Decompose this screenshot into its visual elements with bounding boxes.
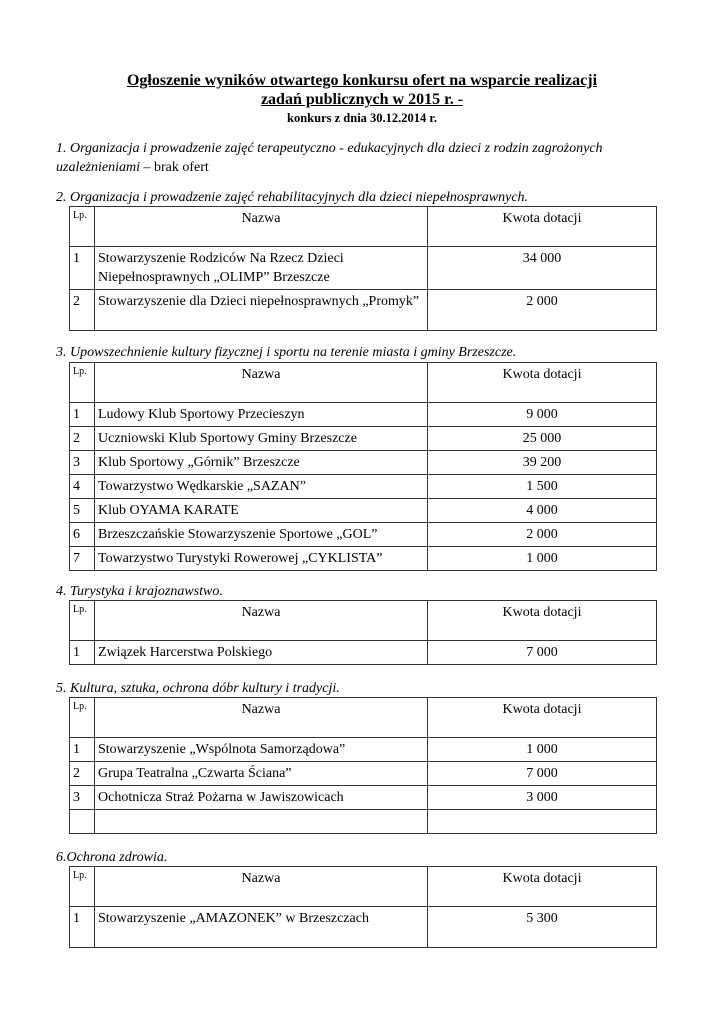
- row-amount: 39 200: [428, 451, 657, 475]
- table-header-row: [70, 601, 657, 641]
- row-name: Stowarzyszenie dla Dzieci niepełnosprawnych „Promyk”: [95, 290, 428, 331]
- section-1-heading: [56, 139, 676, 177]
- table-header-row: [70, 867, 657, 907]
- row-lp: 5: [70, 499, 95, 523]
- header-name: Nazwa: [95, 207, 428, 247]
- row-lp: 1: [70, 907, 95, 948]
- row-name: Stowarzyszenie „AMAZONEK” w Brzeszczach: [95, 907, 428, 948]
- row-lp: 7: [70, 547, 95, 571]
- row-amount: 1 000: [428, 738, 657, 762]
- table-section-5: [69, 697, 657, 834]
- table-header-row: [70, 207, 657, 247]
- section-3-heading: 3. Upowszechnienie kultury fizycznej i sportu na terenie miasta i gminy Brzeszcze.: [56, 345, 517, 360]
- table-row: [70, 786, 657, 810]
- subtitle: konkurs z dnia 30.12.2014 r.: [287, 111, 437, 125]
- table-row: [70, 523, 657, 547]
- row-amount: 2 000: [428, 523, 657, 547]
- row-lp: 2: [70, 427, 95, 451]
- row-name: Brzeszczańskie Stowarzyszenie Sportowe „GOL”: [95, 523, 428, 547]
- row-name: Związek Harcerstwa Polskiego: [95, 641, 428, 665]
- row-lp: 6: [70, 523, 95, 547]
- row-lp: 1: [70, 641, 95, 665]
- table-header-row: [70, 363, 657, 403]
- header-amount: Kwota dotacji: [428, 867, 657, 907]
- header-amount: Kwota dotacji: [428, 698, 657, 738]
- table-row: [70, 403, 657, 427]
- row-lp: 2: [70, 762, 95, 786]
- header-lp: Lp.: [70, 867, 95, 907]
- row-amount: 25 000: [428, 427, 657, 451]
- section-4-heading: 4. Turystyka i krajoznawstwo.: [56, 584, 223, 599]
- section-2-heading: 2. Organizacja i prowadzenie zajęć rehabilitacyjnych dla dzieci niepełnosprawnych.: [56, 190, 529, 205]
- table-section-4: [69, 600, 657, 665]
- header-amount: Kwota dotacji: [428, 207, 657, 247]
- header-lp: Lp.: [70, 207, 95, 247]
- section-6-heading: 6.Ochrona zdrowia.: [56, 850, 168, 865]
- row-amount: [428, 810, 657, 834]
- row-name: Stowarzyszenie „Wspólnota Samorządowa”: [95, 738, 428, 762]
- section-note: – brak ofert: [140, 160, 209, 175]
- table-section-3: [69, 362, 657, 571]
- row-lp: 4: [70, 475, 95, 499]
- row-amount: 1 000: [428, 547, 657, 571]
- table-row: [70, 247, 657, 290]
- header-name: Nazwa: [95, 601, 428, 641]
- table-row: [70, 290, 657, 331]
- header-lp: Lp.: [70, 363, 95, 403]
- section-5-heading: 5. Kultura, sztuka, ochrona dóbr kultury i tradycji.: [56, 681, 340, 696]
- row-name: Ludowy Klub Sportowy Przecieszyn: [95, 403, 428, 427]
- row-amount: 5 300: [428, 907, 657, 948]
- table-row: [70, 451, 657, 475]
- row-amount: 2 000: [428, 290, 657, 331]
- row-name: Towarzystwo Wędkarskie „SAZAN”: [95, 475, 428, 499]
- table-row: [70, 547, 657, 571]
- row-name: Klub OYAMA KARATE: [95, 499, 428, 523]
- table-row: [70, 762, 657, 786]
- row-name: Klub Sportowy „Górnik” Brzeszcze: [95, 451, 428, 475]
- row-lp: [70, 810, 95, 834]
- table-row: [70, 427, 657, 451]
- header-name: Nazwa: [95, 698, 428, 738]
- row-name: [95, 810, 428, 834]
- row-lp: 1: [70, 247, 95, 290]
- row-name: Towarzystwo Turystyki Rowerowej „CYKLISTA”: [95, 547, 428, 571]
- table-section-6: [69, 866, 657, 948]
- table-row: [70, 475, 657, 499]
- table-row: [70, 810, 657, 834]
- header-lp: Lp.: [70, 601, 95, 641]
- row-name: Ochotnicza Straż Pożarna w Jawiszowicach: [95, 786, 428, 810]
- table-row: [70, 641, 657, 665]
- row-amount: 7 000: [428, 762, 657, 786]
- row-name: Grupa Teatralna „Czwarta Ściana”: [95, 762, 428, 786]
- table-header-row: [70, 698, 657, 738]
- table-section-2: [69, 206, 657, 331]
- header-name: Nazwa: [95, 363, 428, 403]
- header-lp: Lp.: [70, 698, 95, 738]
- header-amount: Kwota dotacji: [428, 363, 657, 403]
- section-title: 1. Organizacja i prowadzenie zajęć terapeutyczno - edukacyjnych dla dzieci z rodzin zagrożonych uzależnieniami: [56, 141, 603, 175]
- row-amount: 1 500: [428, 475, 657, 499]
- table-row: [70, 907, 657, 948]
- table-row: [70, 499, 657, 523]
- table-row: [70, 738, 657, 762]
- row-lp: 2: [70, 290, 95, 331]
- title-line-2: zadań publicznych w 2015 r. -: [260, 91, 464, 108]
- header-name: Nazwa: [95, 867, 428, 907]
- row-name: Stowarzyszenie Rodziców Na Rzecz Dzieci Niepełnosprawnych „OLIMP” Brzeszcze: [95, 247, 428, 290]
- row-name: Uczniowski Klub Sportowy Gminy Brzeszcze: [95, 427, 428, 451]
- row-amount: 3 000: [428, 786, 657, 810]
- row-amount: 4 000: [428, 499, 657, 523]
- header-amount: Kwota dotacji: [428, 601, 657, 641]
- row-lp: 3: [70, 451, 95, 475]
- row-amount: 9 000: [428, 403, 657, 427]
- row-lp: 3: [70, 786, 95, 810]
- row-lp: 1: [70, 403, 95, 427]
- row-lp: 1: [70, 738, 95, 762]
- row-amount: 7 000: [428, 641, 657, 665]
- row-amount: 34 000: [428, 247, 657, 290]
- title-line-1: Ogłoszenie wyników otwartego konkursu ofert na wsparcie realizacji: [126, 72, 598, 89]
